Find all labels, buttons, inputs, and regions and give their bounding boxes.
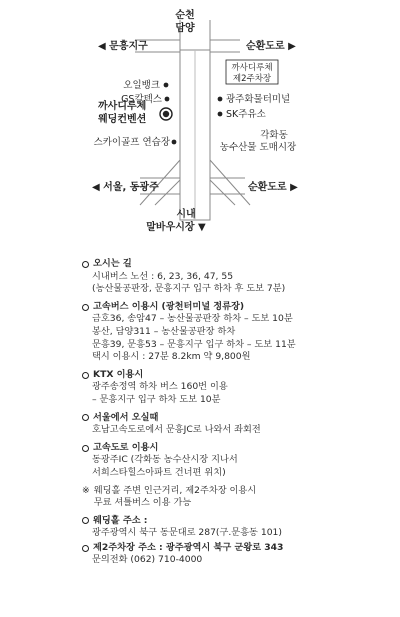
landmark-sk: SK주유소 bbox=[226, 109, 266, 120]
north-label-2: 담양 bbox=[175, 23, 195, 34]
info-line: 서희스타힐스아파트 건너편 위치) bbox=[92, 466, 226, 478]
landmark-gs: GS칼텍스 bbox=[121, 94, 162, 105]
section-title: 고속도로 이용시 bbox=[93, 441, 159, 453]
info-line: 문흥39, 문흥53 – 문흥지구 입구 하차 – 도보 11분 bbox=[92, 338, 296, 350]
ring-road-top-label: 순환도로 ▶ bbox=[246, 41, 296, 52]
oilbank-marker-icon bbox=[164, 83, 169, 88]
section-highway bbox=[82, 442, 394, 480]
gs-marker-icon bbox=[165, 97, 170, 102]
ring-road-bottom-label: 순환도로 ▶ bbox=[248, 182, 298, 193]
note-line: 무료 셔틀버스 이용 가능 bbox=[93, 497, 192, 509]
info-line: 동광주IC (각화동 농수산시장 지나서 bbox=[92, 454, 238, 466]
note-mark: ※ bbox=[82, 484, 90, 496]
info-line: 택시 이용시 : 27분 8.2km 약 9,800원 bbox=[92, 351, 251, 363]
terminal-marker-icon bbox=[218, 97, 223, 102]
landmark-cargo-terminal: 광주화물터미널 bbox=[226, 94, 291, 105]
info-line: 봉산, 담양311 – 농산물공판장 하차 bbox=[92, 325, 236, 337]
landmark-oilbank: 오일뱅크 bbox=[123, 80, 160, 91]
info-line: (농산물공판장, 문흥지구 입구 하차 후 도보 7분) bbox=[92, 283, 286, 295]
info-line: 광주송정역 하차 버스 160번 이용 bbox=[92, 381, 228, 393]
bullet-circle-icon bbox=[82, 414, 89, 421]
directions-info bbox=[82, 258, 394, 572]
sk-marker-icon bbox=[218, 112, 223, 117]
bullet-circle-icon bbox=[82, 261, 89, 268]
section-venue-address bbox=[82, 515, 394, 540]
section-title: 고속버스 이용시 (광천터미널 정류장) bbox=[93, 300, 245, 312]
section-parking-address bbox=[82, 542, 394, 567]
bullet-circle-icon bbox=[82, 304, 89, 311]
section-title: 오시는 길 bbox=[93, 258, 132, 269]
section-ktx bbox=[82, 369, 394, 407]
info-line: 문의전화 (062) 710-4000 bbox=[92, 554, 203, 566]
parking-box-line2: 제2주차장 bbox=[232, 74, 272, 84]
section-express-bus bbox=[82, 301, 394, 364]
landmark-market-line2: 농수산물 도매시장 bbox=[219, 142, 297, 153]
seoul-direction-label: ◀ 서울, 동광주 bbox=[92, 182, 159, 193]
bullet-circle-icon bbox=[82, 545, 89, 552]
venue-name-line2: 웨딩컨벤션 bbox=[98, 114, 147, 125]
note-line: 웨딩홀 주변 인근거리, 제2주차장 이용시 bbox=[93, 484, 257, 496]
section-from-seoul bbox=[82, 412, 394, 437]
main-road bbox=[180, 20, 210, 220]
parking-2-box bbox=[226, 60, 278, 84]
location-map bbox=[0, 0, 400, 250]
golf-marker-icon bbox=[172, 140, 177, 145]
section-title: 서울에서 오실때 bbox=[93, 411, 159, 423]
section-title: 웨딩홀 주소 : bbox=[93, 514, 148, 526]
landmark-market-line1: 각화동 bbox=[260, 130, 288, 141]
info-line: – 문흥지구 입구 하차 도보 10분 bbox=[92, 393, 221, 405]
landmark-golf: 스카이골프 연습장 bbox=[93, 137, 170, 148]
info-line: 호남고속도로에서 문흥JC로 나와서 좌회전 bbox=[92, 424, 261, 436]
north-label-1: 순천 bbox=[175, 10, 195, 21]
munheung-direction-label: ◀ 문흥지구 bbox=[98, 41, 148, 52]
bullet-circle-icon bbox=[82, 372, 89, 379]
info-line: 광주광역시 북구 동문대로 287(구.문흥동 101) bbox=[92, 527, 282, 539]
info-line: 시내버스 노선 : 6, 23, 36, 47, 55 bbox=[92, 270, 234, 282]
south-label-1: 시내 bbox=[176, 209, 196, 220]
shuttle-note bbox=[82, 485, 394, 510]
venue-name-line1: 까사디루체 bbox=[98, 101, 147, 112]
south-label-2: 말바우시장 ▼ bbox=[146, 222, 206, 233]
parking-box-line1: 까사디루체 bbox=[231, 63, 273, 73]
section-directions bbox=[82, 258, 394, 296]
venue-location-icon bbox=[160, 108, 172, 120]
bullet-circle-icon bbox=[82, 445, 89, 452]
bullet-circle-icon bbox=[82, 517, 89, 524]
info-line: 금호36, 송암47 – 농산물공판장 하차 – 도보 10분 bbox=[92, 313, 293, 325]
section-title: 제2주차장 주소 : 광주광역시 북구 군왕로 343 bbox=[93, 541, 284, 553]
section-title: KTX 이용시 bbox=[93, 368, 144, 380]
